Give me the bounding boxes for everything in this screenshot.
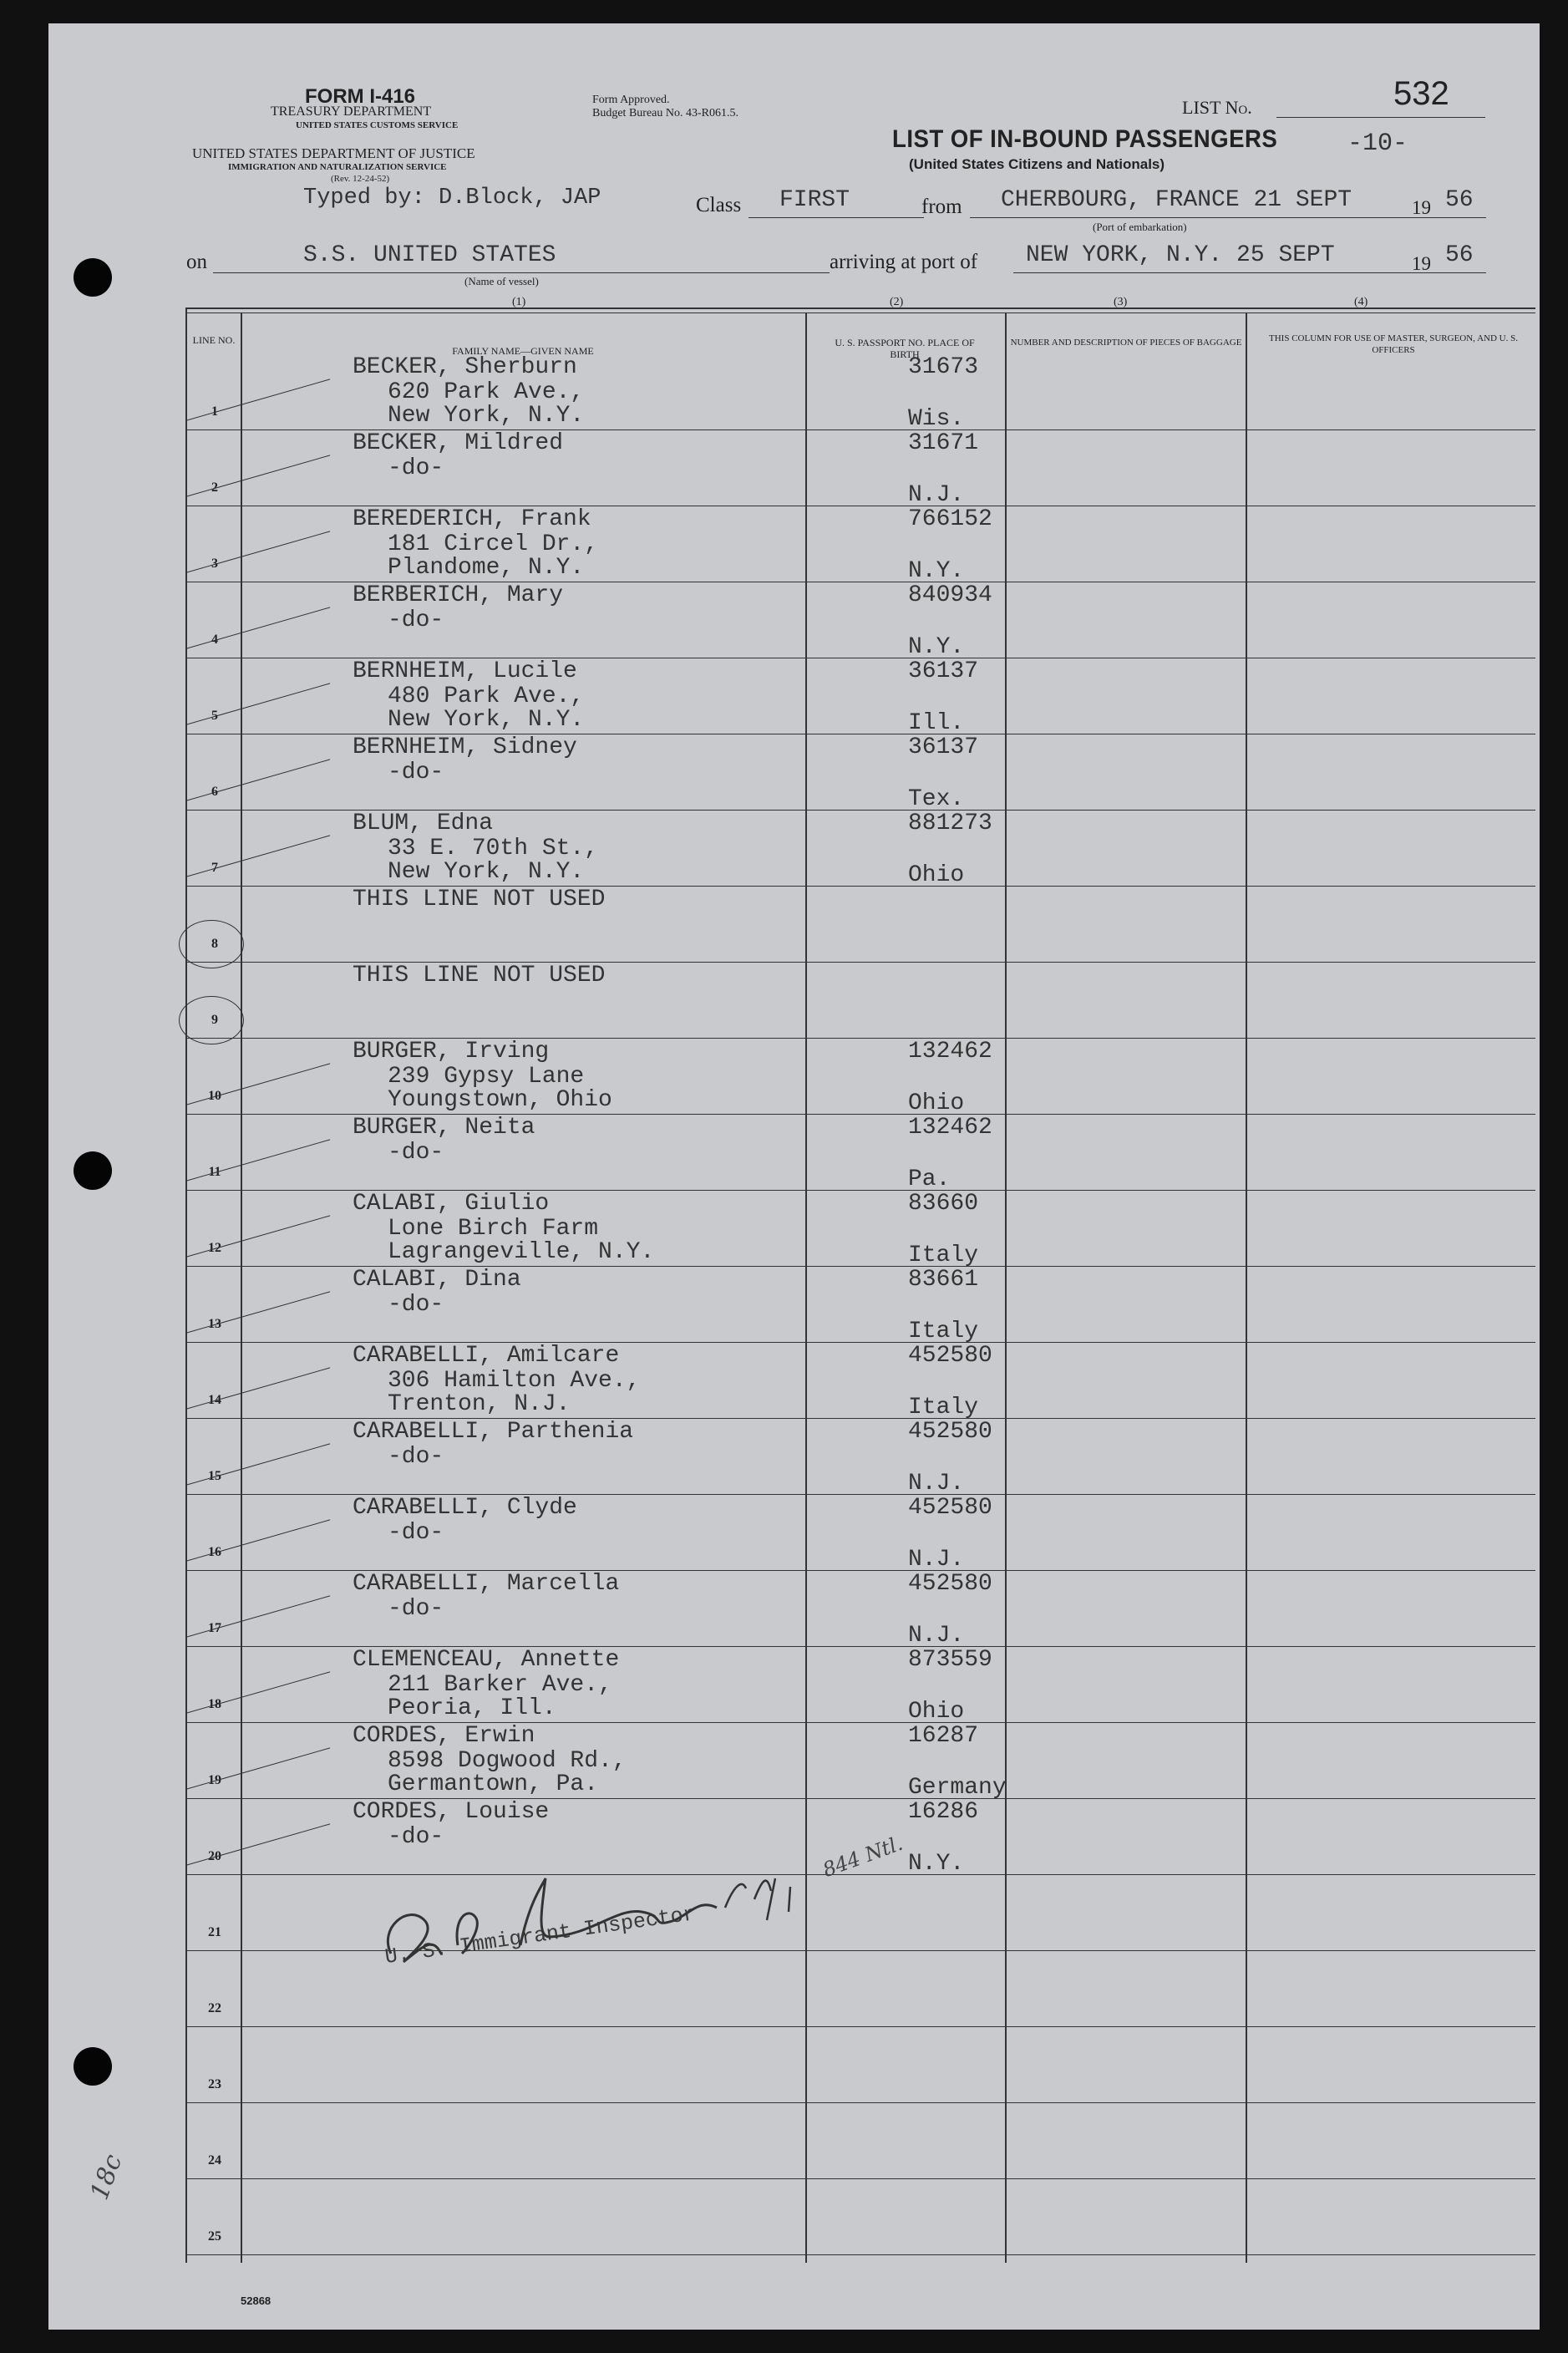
- passenger-address-2: Youngstown, Ohio: [388, 1087, 612, 1113]
- check-mark: [185, 1367, 330, 1410]
- table-row: [185, 734, 1535, 810]
- typed-by: Typed by: D.Block, JAP: [303, 185, 601, 211]
- table-row: [185, 1494, 1535, 1573]
- from-year: 56: [1445, 187, 1474, 213]
- passport-number: 83661: [908, 1267, 979, 1293]
- form-number: FORM I-416: [305, 85, 416, 108]
- table-row: [185, 1418, 1535, 1497]
- place-of-birth: Italy: [908, 1243, 979, 1268]
- passport-number: 452580: [908, 1571, 992, 1597]
- passport-number: 83660: [908, 1191, 979, 1217]
- passenger-name: CORDES, Louise: [353, 1799, 550, 1825]
- passenger-address-2: Peoria, Ill.: [388, 1695, 556, 1721]
- passenger-name: BEREDERICH, Frank: [353, 506, 591, 532]
- margin-note: 18c: [84, 2150, 129, 2204]
- table-row: [185, 429, 1535, 506]
- passport-number: 881273: [908, 811, 992, 836]
- check-mark: [185, 607, 330, 649]
- line-number: 8: [211, 936, 218, 951]
- passenger-name: BERNHEIM, Lucile: [353, 658, 577, 684]
- line-number: 24: [208, 2152, 221, 2168]
- passenger-name: BURGER, Neita: [353, 1115, 535, 1141]
- passenger-address-2: Plandome, N.Y.: [388, 555, 585, 581]
- table-row: [185, 2026, 1535, 2102]
- table-row: [185, 1570, 1535, 1649]
- arrival-port: NEW YORK, N.Y. 25 SEPT: [1026, 242, 1335, 268]
- line-number: 3: [211, 556, 218, 571]
- page-subtitle: (United States Citizens and Nationals): [909, 156, 1165, 172]
- passenger-name: CARABELLI, Clyde: [353, 1495, 577, 1521]
- passenger-address-2: New York, N.Y.: [388, 403, 585, 429]
- line-number: 10: [208, 1088, 221, 1103]
- passport-number: 16286: [908, 1799, 979, 1825]
- place-of-birth: N.J.: [908, 1471, 965, 1497]
- check-mark: [185, 1519, 330, 1562]
- line-number: 21: [208, 1924, 221, 1939]
- place-of-birth: Wis.: [908, 406, 965, 432]
- line-number: 2: [211, 480, 218, 495]
- check-mark: [185, 455, 330, 497]
- line-number: 25: [208, 2228, 221, 2244]
- passenger-address-1: -do-: [388, 760, 444, 785]
- place-of-birth: Ohio: [908, 862, 965, 888]
- line-number: 17: [208, 1620, 221, 1635]
- check-mark: [185, 531, 330, 573]
- punch-hole: [74, 1151, 112, 1190]
- passenger-address-2: New York, N.Y.: [388, 707, 585, 733]
- passenger-name: BERBERICH, Mary: [353, 582, 564, 608]
- line-number: 5: [211, 708, 218, 723]
- check-mark: [185, 1215, 330, 1258]
- line-number: 20: [208, 1848, 221, 1863]
- on-label: on: [186, 251, 207, 273]
- service-name: UNITED STATES CUSTOMS SERVICE: [296, 120, 459, 130]
- check-mark: [185, 1139, 330, 1182]
- vessel-caption: (Name of vessel): [464, 275, 539, 287]
- passenger-address-1: 306 Hamilton Ave.,: [388, 1368, 641, 1394]
- table-row: [185, 1266, 1535, 1342]
- table-row: [185, 506, 1535, 582]
- passenger-address-1: -do-: [388, 1140, 444, 1166]
- header-officers: THIS COLUMN FOR USE OF MASTER, SURGEON, AND U. S. OFFICERS: [1269, 333, 1518, 355]
- header-name: FAMILY NAME—GIVEN NAME: [452, 345, 594, 357]
- place-of-birth: N.J.: [908, 1623, 965, 1649]
- table-row: [185, 658, 1535, 734]
- table-row: [185, 1722, 1535, 1801]
- line-number: 14: [208, 1392, 221, 1407]
- table-row: [185, 1038, 1535, 1114]
- check-mark: [185, 1671, 330, 1714]
- table-row: [185, 1646, 1535, 1725]
- header-passport: U. S. PASSPORT NO. PLACE OF BIRTH: [835, 337, 975, 360]
- passenger-address-2: New York, N.Y.: [388, 859, 585, 885]
- passenger-address-2: Lagrangeville, N.Y.: [388, 1239, 655, 1265]
- inspector-stamp: U. S. Immigrant Inspector: [383, 1902, 698, 1969]
- table-row: [185, 2102, 1535, 2178]
- place-of-birth: N.J.: [908, 1547, 965, 1573]
- table-row: [185, 353, 1535, 432]
- check-mark: [185, 683, 330, 725]
- passenger-name: CALABI, Giulio: [353, 1191, 550, 1217]
- department-name: TREASURY DEPARTMENT: [271, 104, 432, 119]
- line-number: 13: [208, 1316, 221, 1331]
- line-number: 19: [208, 1772, 221, 1787]
- class-value: FIRST: [779, 187, 850, 213]
- signature-note: 844 Ntl.: [820, 1831, 906, 1883]
- page-title: LIST OF IN-BOUND PASSENGERS: [892, 125, 1278, 153]
- embarkation-port: CHERBOURG, FRANCE 21 SEPT: [1001, 187, 1352, 213]
- from-label: from: [921, 196, 962, 218]
- list-number: 532: [1393, 75, 1449, 112]
- line-number: 11: [208, 1164, 221, 1179]
- approval-line-1: Form Approved.: [592, 94, 670, 106]
- justice-department: UNITED STATES DEPARTMENT OF JUSTICE: [192, 145, 475, 161]
- line-number: 22: [208, 2000, 221, 2015]
- passenger-address-1: -do-: [388, 1520, 444, 1546]
- place-of-birth: Pa.: [908, 1166, 951, 1192]
- place-of-birth: N.J.: [908, 482, 965, 508]
- passport-number: 36137: [908, 734, 979, 760]
- arrival-year: 56: [1445, 242, 1474, 268]
- passenger-name: CORDES, Erwin: [353, 1723, 535, 1749]
- check-mark: [185, 1443, 330, 1486]
- table-row: [185, 886, 1535, 962]
- table-row: [185, 962, 1535, 1038]
- arrival-year-prefix: 19: [1412, 253, 1431, 274]
- place-of-birth: Italy: [908, 1319, 979, 1344]
- line-number: 18: [208, 1696, 221, 1711]
- passenger-name: BLUM, Edna: [353, 811, 494, 836]
- header-baggage: NUMBER AND DESCRIPTION OF PIECES OF BAGGAGE: [1010, 338, 1242, 348]
- ins-name: IMMIGRATION AND NATURALIZATION SERVICE: [228, 162, 447, 172]
- passport-number: 36137: [908, 658, 979, 684]
- passport-number: 452580: [908, 1495, 992, 1521]
- passenger-address-1: Lone Birch Farm: [388, 1216, 599, 1242]
- place-of-birth: N.Y.: [908, 1851, 965, 1877]
- passenger-name: THIS LINE NOT USED: [353, 887, 606, 912]
- check-mark: [185, 759, 330, 801]
- passenger-address-1: 211 Barker Ave.,: [388, 1672, 612, 1698]
- line-number: 9: [211, 1012, 218, 1027]
- passenger-address-1: -do-: [388, 607, 444, 633]
- table-row: [185, 1190, 1535, 1266]
- embarkation-caption: (Port of embarkation): [1093, 221, 1187, 233]
- passenger-address-1: -do-: [388, 1824, 444, 1850]
- passenger-name: CARABELLI, Amilcare: [353, 1343, 620, 1369]
- approval-line-2: Budget Bureau No. 43-R061.5.: [592, 107, 738, 119]
- column-number-1: (1): [512, 296, 526, 308]
- passport-number: 452580: [908, 1419, 992, 1445]
- column-number-3: (3): [1114, 296, 1128, 308]
- passenger-address-1: 33 E. 70th St.,: [388, 836, 599, 861]
- header-line-no: LINE NO.: [192, 334, 236, 346]
- class-label: Class: [696, 194, 742, 216]
- passenger-address-1: -do-: [388, 455, 444, 481]
- passenger-name: CALABI, Dina: [353, 1267, 521, 1293]
- passport-number: 132462: [908, 1039, 992, 1065]
- passport-number: 16287: [908, 1723, 979, 1749]
- manifest-sheet: [48, 23, 1540, 2330]
- line-number: 1: [211, 404, 218, 419]
- passport-number: 873559: [908, 1647, 992, 1673]
- check-mark: [185, 1823, 330, 1866]
- check-mark: [185, 1063, 330, 1105]
- passenger-address-1: 239 Gypsy Lane: [388, 1064, 585, 1090]
- line-number: 6: [211, 784, 218, 799]
- passenger-address-1: 181 Circel Dr.,: [388, 531, 599, 557]
- passenger-address-1: -do-: [388, 1444, 444, 1470]
- place-of-birth: Ohio: [908, 1699, 965, 1725]
- page-sequence: -10-: [1347, 130, 1408, 158]
- table-row: [185, 1114, 1535, 1190]
- arriving-label: arriving at port of: [830, 251, 978, 273]
- table-row: [185, 582, 1535, 658]
- place-of-birth: Italy: [908, 1395, 979, 1420]
- place-of-birth: N.Y.: [908, 558, 965, 584]
- passport-number: 132462: [908, 1115, 992, 1141]
- line-number: 7: [211, 860, 218, 875]
- passenger-address-1: 8598 Dogwood Rd.,: [388, 1748, 627, 1774]
- table-row: [185, 810, 1535, 886]
- passenger-name: BURGER, Irving: [353, 1039, 550, 1065]
- line-number: 16: [208, 1544, 221, 1559]
- table-row: [185, 1342, 1535, 1418]
- passport-number: 31673: [908, 354, 979, 380]
- passenger-address-1: -do-: [388, 1596, 444, 1622]
- column-number-2: (2): [890, 296, 904, 308]
- passenger-name: BECKER, Mildred: [353, 430, 564, 456]
- passenger-name: BERNHEIM, Sidney: [353, 734, 577, 760]
- check-mark: [185, 379, 330, 421]
- list-label: LIST No.: [1182, 97, 1252, 118]
- check-mark: [185, 1291, 330, 1334]
- line-number: 12: [208, 1240, 221, 1255]
- check-mark: [185, 835, 330, 877]
- place-of-birth: Tex.: [908, 786, 965, 812]
- place-of-birth: N.Y.: [908, 634, 965, 660]
- passenger-name: THIS LINE NOT USED: [353, 963, 606, 988]
- passenger-address-1: 480 Park Ave.,: [388, 684, 585, 709]
- column-number-4: (4): [1354, 296, 1368, 308]
- punch-hole: [74, 2047, 112, 2086]
- revision-date: (Rev. 12-24-52): [331, 174, 390, 184]
- passenger-address-2: Trenton, N.J.: [388, 1391, 571, 1417]
- vessel-name: S.S. UNITED STATES: [303, 242, 556, 268]
- passport-number: 840934: [908, 582, 992, 608]
- passenger-address-2: Germantown, Pa.: [388, 1771, 599, 1797]
- passenger-name: CLEMENCEAU, Annette: [353, 1647, 620, 1673]
- passenger-name: BECKER, Sherburn: [353, 354, 577, 380]
- punch-hole: [74, 258, 112, 297]
- check-mark: [185, 1595, 330, 1638]
- place-of-birth: Ill.: [908, 710, 965, 736]
- place-of-birth: Germany: [908, 1775, 1007, 1801]
- passenger-name: CARABELLI, Parthenia: [353, 1419, 634, 1445]
- passport-number: 31671: [908, 430, 979, 456]
- place-of-birth: Ohio: [908, 1090, 965, 1116]
- table-row: [185, 2178, 1535, 2254]
- passport-number: 452580: [908, 1343, 992, 1369]
- line-number: 4: [211, 632, 218, 647]
- form-footer-number: 52868: [241, 2295, 271, 2307]
- passenger-address-1: 620 Park Ave.,: [388, 379, 585, 405]
- passport-number: 766152: [908, 506, 992, 532]
- from-year-prefix: 19: [1412, 197, 1431, 218]
- line-number: 23: [208, 2076, 221, 2091]
- line-number: 15: [208, 1468, 221, 1483]
- passenger-address-1: -do-: [388, 1292, 444, 1318]
- check-mark: [185, 1747, 330, 1790]
- passenger-name: CARABELLI, Marcella: [353, 1571, 620, 1597]
